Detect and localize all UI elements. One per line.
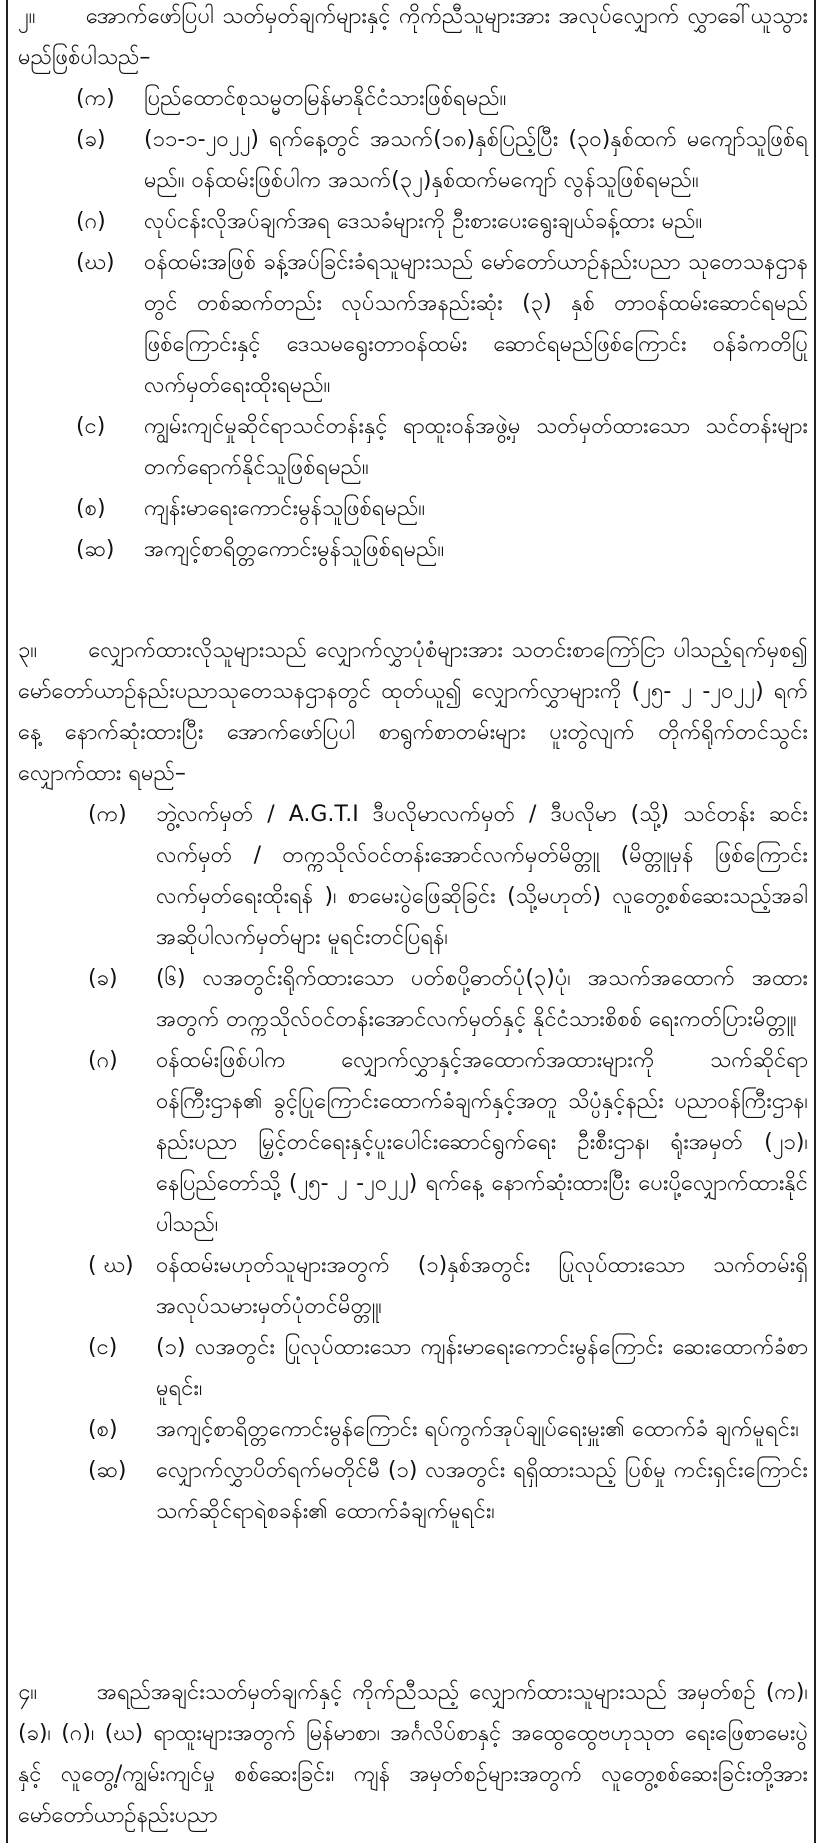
list-item [88, 1409, 808, 1450]
item-marker: (ဆ) [76, 537, 115, 562]
item-marker: (ခ) [76, 127, 106, 152]
item-text: လုပ်ငန်းလိုအပ်ချက်အရ ဒေသခံများကို ဦးစားပေးရွေးချယ်ခန့်ထား မည်။ [144, 209, 703, 234]
item-marker: (ဂ) [88, 1048, 118, 1073]
section-3-number: ၃။ [18, 638, 38, 663]
list-item [76, 529, 808, 570]
list-item [76, 201, 808, 242]
item-text: ပြည်ထောင်စုသမ္မတမြန်မာနိုင်ငံသားဖြစ်ရမည်။ [144, 86, 507, 111]
item-text: လျှောက်လွှာပိတ်ရက်မတိုင်မီ (၁) လအတွင်း ရရှိထားသည့် ပြစ်မှု ကင်းရှင်းကြောင်း သက်ဆိုင်ရာရဲစခန်း၏ ထောက်ခံချက်မူရင်း၊ [156, 1458, 808, 1524]
item-marker: (ဂ) [76, 209, 106, 234]
item-marker: (စ) [88, 1417, 118, 1442]
item-marker: (စ) [76, 496, 106, 521]
item-text: အကျင့်စာရိတ္တကောင်းမွန်သူဖြစ်ရမည်။ [144, 537, 445, 562]
section-4-number: ၄။ [18, 1680, 38, 1705]
item-marker: (က) [88, 802, 127, 827]
item-marker: (ခ) [88, 966, 118, 991]
section-3 [18, 630, 808, 1532]
item-text: ဘွဲ့လက်မှတ် / A.G.T.I ဒီပလိုမာလက်မှတ် / ဒီပလိုမာ (သို့) သင်တန်း ဆင်းလက်မှတ် / တက္ကသိုလ်ဝင်တန်းအောင်လက်မှတ်မိတ္တူ (မိတ္တူမှန် ဖြစ်ကြောင်းလက်မှတ်ရေးထိုးရန် )၊ စာမေးပွဲဖြေဆိုခြင်း (သို့မဟုတ်) လူတွေ့စစ်ဆေးသည့်အခါ အဆိုပါလက်မှတ်များ မူရင်းတင်ပြရန်၊ [156, 802, 808, 950]
section-2 [18, 0, 808, 570]
item-text: ဝန်ထမ်းအဖြစ် ခန့်အပ်ခြင်းခံရသူများသည် မော်တော်ယာဉ်နည်းပညာ သုတေသနဌာနတွင် တစ်ဆက်တည်း လုပ်သက်အနည်းဆုံး (၃) နှစ် တာဝန်ထမ်းဆောင်ရမည်ဖြစ်ကြောင်းနှင့် ဒေသမရွေးတာဝန်ထမ်း ဆောင်ရမည်ဖြစ်ကြောင်း ဝန်ခံကတိပြုလက်မှတ်ရေးထိုးရမည်။ [144, 250, 808, 398]
list-item [88, 958, 808, 1040]
item-text: ကျန်းမာရေးကောင်းမွန်သူဖြစ်ရမည်။ [144, 496, 426, 521]
section-2-text: အောက်ဖော်ပြပါ သတ်မှတ်ချက်များနှင့် ကိုက်ညီသူများအား အလုပ်လျှောက် လွှာခေါ်ယူသွား မည်ဖြစ်ပါသည်– [18, 4, 808, 70]
item-marker: (င) [76, 414, 106, 439]
section-3-list [18, 794, 808, 1532]
section-3-text: လျှောက်ထားလိုသူများသည် လျှောက်လွှာပုံစံများအား သတင်းစာကြော်ငြာ ပါသည့်ရက်မှစ၍ မော်တော်ယာဉ်နည်းပညာသုတေသနဌာနတွင် ထုတ်ယူ၍ လျှောက်လွှာများကို (၂၅- ၂ -၂၀၂၂) ရက်နေ့ နောက်ဆုံးထားပြီး အောက်ဖော်ပြပါ စာရွက်စာတမ်းများ ပူးတွဲလျက် တိုက်ရိုက်တင်သွင်း လျှောက်ထား ရမည်– [18, 638, 808, 786]
section-4-paragraph [18, 1672, 808, 1836]
section-2-list [18, 78, 808, 570]
item-marker: ( ဃ) [88, 1253, 134, 1278]
section-4 [18, 1672, 808, 1836]
section-3-paragraph [18, 630, 808, 794]
item-marker: (က) [76, 86, 115, 111]
list-item [88, 1040, 808, 1245]
list-item [76, 119, 808, 201]
item-text: အကျင့်စာရိတ္တကောင်းမွန်ကြောင်း ရပ်ကွက်အုပ်ချုပ်ရေးမှူး၏ ထောက်ခံ ချက်မူရင်း၊ [156, 1417, 800, 1442]
list-item [88, 1245, 808, 1327]
list-item [76, 488, 808, 529]
item-marker: (ဃ) [76, 250, 115, 275]
item-text: (၆) လအတွင်းရိုက်ထားသော ပတ်စပို့ဓာတ်ပုံ(၃)ပုံ၊ အသက်အထောက် အထားအတွက် တက္ကသိုလ်ဝင်တန်းအောင်လက်မှတ်နှင့် နိုင်ငံသားစိစစ် ရေးကတ်ပြားမိတ္တူ၊ [156, 966, 808, 1032]
item-text: ကျွမ်းကျင်မှုဆိုင်ရာသင်တန်းနှင့် ရာထူးဝန်အဖွဲ့မှ သတ်မှတ်ထားသော သင်တန်းများ တက်ရောက်နိုင်သူဖြစ်ရမည်။ [144, 414, 808, 480]
item-text: (၁) လအတွင်း ပြုလုပ်ထားသော ကျန်းမာရေးကောင်းမွန်ကြောင်း ဆေးထောက်ခံစာမူရင်း၊ [156, 1335, 808, 1401]
list-item [76, 242, 808, 406]
section-2-number: ၂။ [18, 4, 36, 29]
section-4-text: အရည်အချင်းသတ်မှတ်ချက်နှင့် ကိုက်ညီသည့် လျှောက်ထားသူများသည် အမှတ်စဉ် (က)၊ (ခ)၊ (ဂ)၊ (ဃ) ရာထူးများအတွက် မြန်မာစာ၊ အင်္ဂလိပ်စာနှင့် အထွေထွေဗဟုသုတ ရေးဖြေစာမေးပွဲနှင့် လူတွေ့/ကျွမ်းကျင်မှု စစ်ဆေးခြင်း၊ ကျန် အမှတ်စဉ်များအတွက် လူတွေ့စစ်ဆေးခြင်းတို့အား မော်တော်ယာဉ်နည်းပညာ [18, 1680, 808, 1828]
list-item [76, 406, 808, 488]
item-text: ဝန်ထမ်းဖြစ်ပါက လျှောက်လွှာနှင့်အထောက်အထားများကို သက်ဆိုင်ရာ ဝန်ကြီးဌာန၏ ခွင့်ပြုကြောင်းထောက်ခံချက်နှင့်အတူ သိပ္ပံနှင့်နည်း ပညာဝန်ကြီးဌာန၊ နည်းပညာ မြှင့်တင်ရေးနှင့်ပူးပေါင်းဆောင်ရွက်ရေး ဦးစီးဌာန၊ ရုံးအမှတ် (၂၁)၊ နေပြည်တော်သို့ (၂၅- ၂ -၂၀၂၂) ရက်နေ့ နောက်ဆုံးထားပြီး ပေးပို့လျှောက်ထားနိုင်ပါသည်၊ [156, 1048, 808, 1237]
list-item [88, 1327, 808, 1409]
list-item [76, 78, 808, 119]
section-2-paragraph [18, 0, 808, 78]
item-marker: (ဆ) [88, 1458, 127, 1483]
list-item [88, 794, 808, 958]
item-text: (၁၁-၁-၂၀၂၂) ရက်နေ့တွင် အသက်(၁၈)နှစ်ပြည့်ပြီး (၃၀)နှစ်ထက် မကျော်သူဖြစ်ရမည်။ ဝန်ထမ်းဖြစ်ပါက အသက်(၃၂)နှစ်ထက်မကျော် လွန်သူဖြစ်ရမည်။ [144, 127, 808, 193]
item-marker: (င) [88, 1335, 118, 1360]
list-item [88, 1450, 808, 1532]
item-text: ဝန်ထမ်းမဟုတ်သူများအတွက် (၁)နှစ်အတွင်း ပြုလုပ်ထားသော သက်တမ်းရှိ အလုပ်သမားမှတ်ပုံတင်မိတ္တူ၊ [156, 1253, 808, 1319]
